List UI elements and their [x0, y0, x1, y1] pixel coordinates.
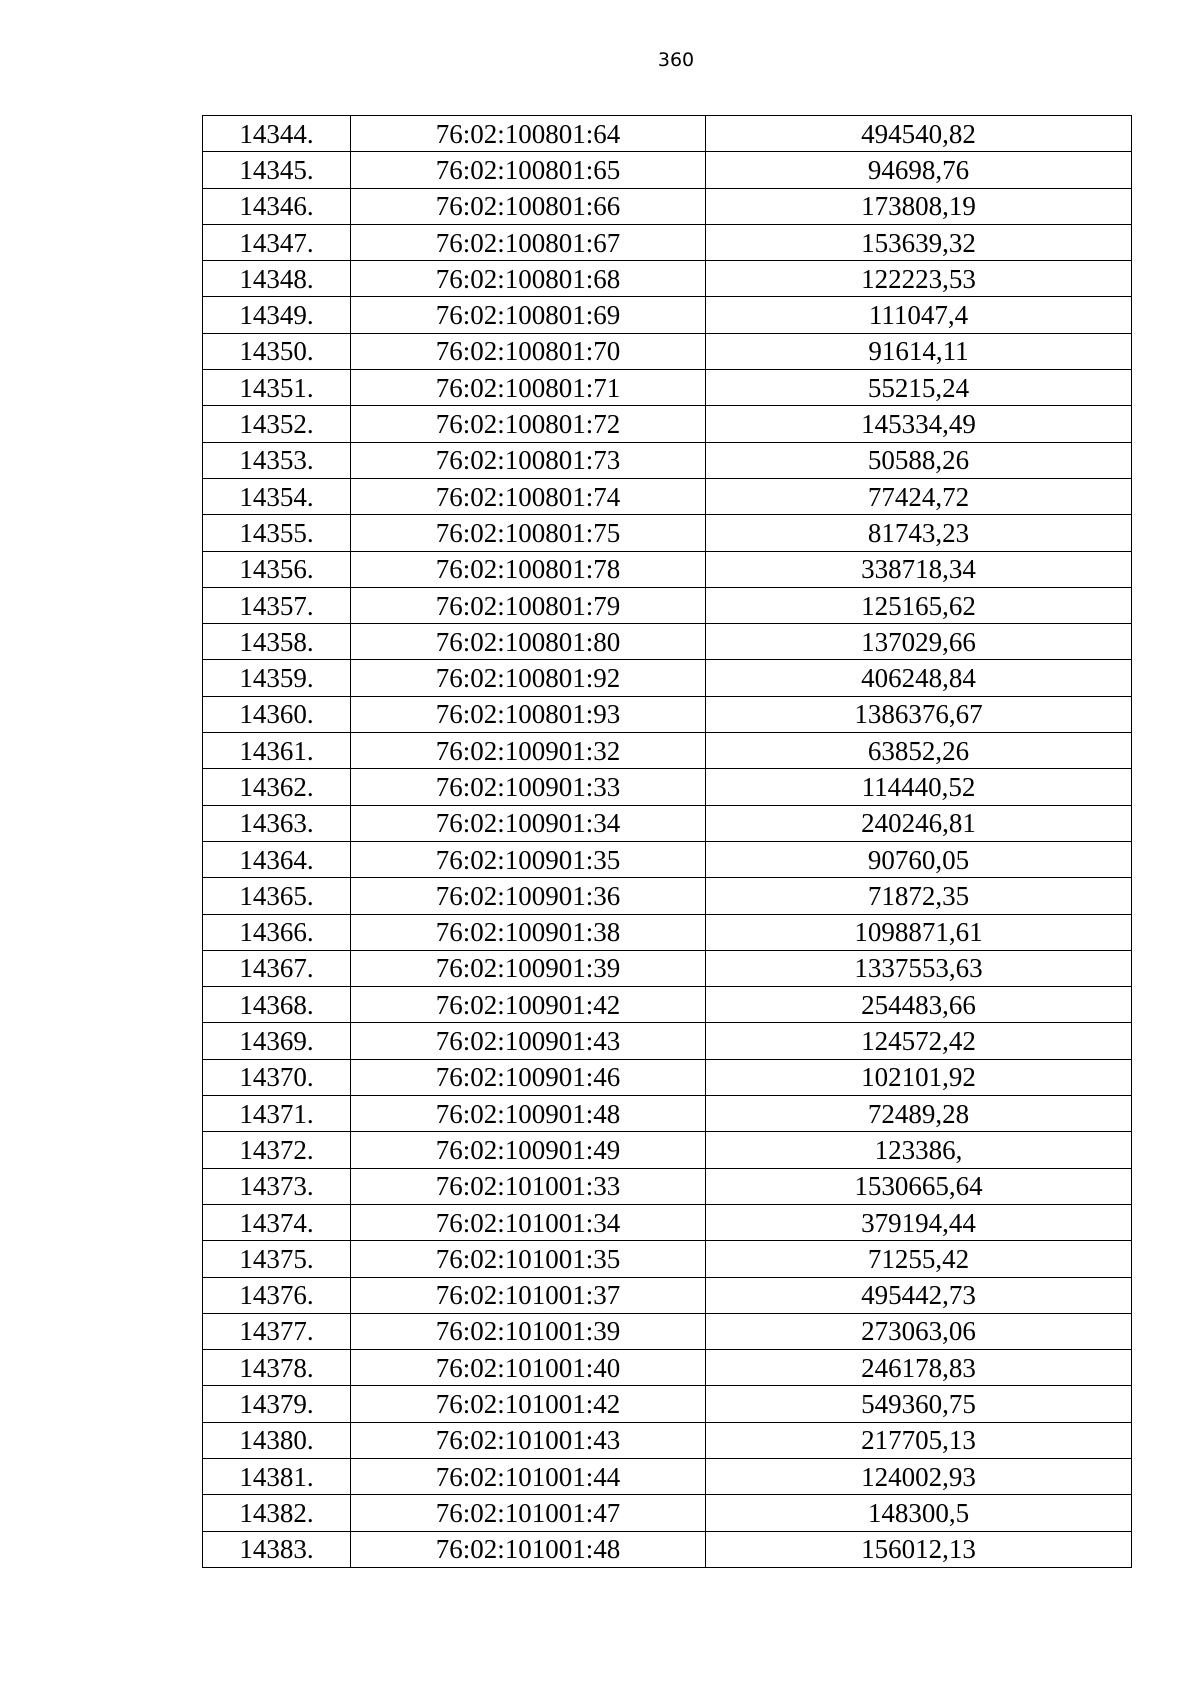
- row-number-cell: 14348.: [203, 261, 351, 297]
- cadastral-value-cell: 1530665,64: [706, 1168, 1132, 1204]
- table-row: [203, 1241, 1132, 1277]
- cadastral-value-cell: 148300,5: [706, 1495, 1132, 1531]
- cadastral-number-cell: 76:02:100901:39: [351, 950, 706, 986]
- table-row: [203, 442, 1132, 478]
- row-number-cell: 14376.: [203, 1277, 351, 1313]
- table-row: [203, 624, 1132, 660]
- row-number-cell: 14367.: [203, 950, 351, 986]
- row-number-cell: 14354.: [203, 478, 351, 514]
- cadastral-value-cell: 153639,32: [706, 224, 1132, 260]
- cadastral-value-cell: 55215,24: [706, 370, 1132, 406]
- cadastral-value-cell: 50588,26: [706, 442, 1132, 478]
- table-row: [203, 1168, 1132, 1204]
- cadastral-number-cell: 76:02:100901:42: [351, 987, 706, 1023]
- row-number-cell: 14383.: [203, 1531, 351, 1567]
- cadastral-value-cell: 1386376,67: [706, 696, 1132, 732]
- row-number-cell: 14356.: [203, 551, 351, 587]
- cadastral-value-cell: 77424,72: [706, 478, 1132, 514]
- cadastral-number-cell: 76:02:100801:73: [351, 442, 706, 478]
- row-number-cell: 14346.: [203, 188, 351, 224]
- cadastral-number-cell: 76:02:100901:35: [351, 841, 706, 877]
- cadastral-value-cell: 338718,34: [706, 551, 1132, 587]
- table-row: [203, 950, 1132, 986]
- table-row: [203, 1059, 1132, 1095]
- cadastral-value-cell: 72489,28: [706, 1096, 1132, 1132]
- row-number-cell: 14368.: [203, 987, 351, 1023]
- row-number-cell: 14345.: [203, 152, 351, 188]
- cadastral-number-cell: 76:02:101001:35: [351, 1241, 706, 1277]
- cadastral-value-cell: 90760,05: [706, 841, 1132, 877]
- cadastral-value-cell: 246178,83: [706, 1350, 1132, 1386]
- cadastral-number-cell: 76:02:101001:47: [351, 1495, 706, 1531]
- row-number-cell: 14377.: [203, 1313, 351, 1349]
- table-row: [203, 660, 1132, 696]
- cadastral-number-cell: 76:02:100801:69: [351, 297, 706, 333]
- cadastral-value-cell: 495442,73: [706, 1277, 1132, 1313]
- table-row: [203, 551, 1132, 587]
- row-number-cell: 14372.: [203, 1132, 351, 1168]
- row-number-cell: 14347.: [203, 224, 351, 260]
- table-row: [203, 297, 1132, 333]
- row-number-cell: 14373.: [203, 1168, 351, 1204]
- table-row: [203, 696, 1132, 732]
- row-number-cell: 14369.: [203, 1023, 351, 1059]
- row-number-cell: 14355.: [203, 515, 351, 551]
- cadastral-number-cell: 76:02:101001:43: [351, 1422, 706, 1458]
- cadastral-number-cell: 76:02:101001:34: [351, 1204, 706, 1240]
- row-number-cell: 14363.: [203, 805, 351, 841]
- row-number-cell: 14349.: [203, 297, 351, 333]
- cadastral-number-cell: 76:02:100801:67: [351, 224, 706, 260]
- cadastral-number-cell: 76:02:101001:39: [351, 1313, 706, 1349]
- cadastral-number-cell: 76:02:100901:33: [351, 769, 706, 805]
- cadastral-number-cell: 76:02:100901:48: [351, 1096, 706, 1132]
- cadastral-value-cell: 94698,76: [706, 152, 1132, 188]
- row-number-cell: 14358.: [203, 624, 351, 660]
- row-number-cell: 14370.: [203, 1059, 351, 1095]
- cadastral-value-cell: 91614,11: [706, 333, 1132, 369]
- table-row: [203, 116, 1132, 152]
- table-row: [203, 224, 1132, 260]
- cadastral-value-cell: 1337553,63: [706, 950, 1132, 986]
- table-row: [203, 1458, 1132, 1494]
- cadastral-number-cell: 76:02:100801:80: [351, 624, 706, 660]
- table-row: [203, 370, 1132, 406]
- row-number-cell: 14359.: [203, 660, 351, 696]
- cadastral-value-cell: 124002,93: [706, 1458, 1132, 1494]
- row-number-cell: 14366.: [203, 914, 351, 950]
- cadastral-value-cell: 549360,75: [706, 1386, 1132, 1422]
- cadastral-value-cell: 156012,13: [706, 1531, 1132, 1567]
- cadastral-number-cell: 76:02:100801:79: [351, 587, 706, 623]
- table-row: [203, 1350, 1132, 1386]
- row-number-cell: 14362.: [203, 769, 351, 805]
- cadastral-number-cell: 76:02:100801:92: [351, 660, 706, 696]
- cadastral-value-cell: 145334,49: [706, 406, 1132, 442]
- cadastral-value-cell: 122223,53: [706, 261, 1132, 297]
- table-row: [203, 878, 1132, 914]
- cadastral-value-cell: 273063,06: [706, 1313, 1132, 1349]
- cadastral-number-cell: 76:02:100901:32: [351, 733, 706, 769]
- row-number-cell: 14379.: [203, 1386, 351, 1422]
- cadastral-number-cell: 76:02:100901:34: [351, 805, 706, 841]
- cadastral-value-cell: 102101,92: [706, 1059, 1132, 1095]
- table-row: [203, 1277, 1132, 1313]
- table-row: [203, 1204, 1132, 1240]
- table-row: [203, 769, 1132, 805]
- cadastral-value-cell: 494540,82: [706, 116, 1132, 152]
- table-row: [203, 261, 1132, 297]
- cadastral-value-cell: 124572,42: [706, 1023, 1132, 1059]
- row-number-cell: 14375.: [203, 1241, 351, 1277]
- row-number-cell: 14361.: [203, 733, 351, 769]
- table-row: [203, 1422, 1132, 1458]
- row-number-cell: 14351.: [203, 370, 351, 406]
- cadastral-number-cell: 76:02:100801:75: [351, 515, 706, 551]
- table-row: [203, 152, 1132, 188]
- row-number-cell: 14344.: [203, 116, 351, 152]
- cadastral-value-cell: 137029,66: [706, 624, 1132, 660]
- row-number-cell: 14353.: [203, 442, 351, 478]
- cadastral-number-cell: 76:02:101001:42: [351, 1386, 706, 1422]
- table-row: [203, 1313, 1132, 1349]
- cadastral-value-cell: 240246,81: [706, 805, 1132, 841]
- cadastral-value-cell: 173808,19: [706, 188, 1132, 224]
- cadastral-value-cell: 114440,52: [706, 769, 1132, 805]
- cadastral-number-cell: 76:02:100901:36: [351, 878, 706, 914]
- cadastral-number-cell: 76:02:100901:43: [351, 1023, 706, 1059]
- table-row: [203, 1531, 1132, 1567]
- cadastral-value-cell: 81743,23: [706, 515, 1132, 551]
- cadastral-value-cell: 123386,: [706, 1132, 1132, 1168]
- cadastral-number-cell: 76:02:100901:38: [351, 914, 706, 950]
- cadastral-value-cell: 217705,13: [706, 1422, 1132, 1458]
- cadastral-number-cell: 76:02:101001:37: [351, 1277, 706, 1313]
- cadastral-value-cell: 254483,66: [706, 987, 1132, 1023]
- row-number-cell: 14382.: [203, 1495, 351, 1531]
- cadastral-number-cell: 76:02:101001:33: [351, 1168, 706, 1204]
- table-row: [203, 1023, 1132, 1059]
- cadastral-value-cell: 125165,62: [706, 587, 1132, 623]
- table-row: [203, 1096, 1132, 1132]
- row-number-cell: 14381.: [203, 1458, 351, 1494]
- table-row: [203, 841, 1132, 877]
- cadastral-number-cell: 76:02:100801:70: [351, 333, 706, 369]
- table-row: [203, 333, 1132, 369]
- cadastral-value-cell: 379194,44: [706, 1204, 1132, 1240]
- cadastral-number-cell: 76:02:100801:72: [351, 406, 706, 442]
- table-row: [203, 987, 1132, 1023]
- table-row: [203, 1386, 1132, 1422]
- cadastral-number-cell: 76:02:100801:74: [351, 478, 706, 514]
- row-number-cell: 14350.: [203, 333, 351, 369]
- page-number: 360: [657, 49, 695, 71]
- cadastral-number-cell: 76:02:100801:71: [351, 370, 706, 406]
- cadastral-value-cell: 111047,4: [706, 297, 1132, 333]
- cadastral-number-cell: 76:02:100801:78: [351, 551, 706, 587]
- cadastral-number-cell: 76:02:100801:66: [351, 188, 706, 224]
- cadastral-number-cell: 76:02:100801:68: [351, 261, 706, 297]
- cadastral-number-cell: 76:02:101001:40: [351, 1350, 706, 1386]
- table-row: [203, 805, 1132, 841]
- table-row: [203, 188, 1132, 224]
- cadastral-value-cell: 71872,35: [706, 878, 1132, 914]
- cadastral-value-cell: 63852,26: [706, 733, 1132, 769]
- row-number-cell: 14357.: [203, 587, 351, 623]
- cadastral-number-cell: 76:02:101001:48: [351, 1531, 706, 1567]
- cadastral-number-cell: 76:02:100801:64: [351, 116, 706, 152]
- row-number-cell: 14360.: [203, 696, 351, 732]
- cadastral-value-table: [202, 115, 1132, 1568]
- cadastral-number-cell: 76:02:100901:46: [351, 1059, 706, 1095]
- table-row: [203, 1132, 1132, 1168]
- table-row: [203, 914, 1132, 950]
- cadastral-value-cell: 406248,84: [706, 660, 1132, 696]
- row-number-cell: 14378.: [203, 1350, 351, 1386]
- cadastral-number-cell: 76:02:100901:49: [351, 1132, 706, 1168]
- row-number-cell: 14374.: [203, 1204, 351, 1240]
- row-number-cell: 14352.: [203, 406, 351, 442]
- cadastral-value-cell: 71255,42: [706, 1241, 1132, 1277]
- row-number-cell: 14380.: [203, 1422, 351, 1458]
- table-row: [203, 406, 1132, 442]
- cadastral-number-cell: 76:02:100801:65: [351, 152, 706, 188]
- cadastral-number-cell: 76:02:101001:44: [351, 1458, 706, 1494]
- row-number-cell: 14371.: [203, 1096, 351, 1132]
- table-row: [203, 587, 1132, 623]
- table-row: [203, 515, 1132, 551]
- cadastral-value-cell: 1098871,61: [706, 914, 1132, 950]
- table-row: [203, 1495, 1132, 1531]
- cadastral-number-cell: 76:02:100801:93: [351, 696, 706, 732]
- row-number-cell: 14364.: [203, 841, 351, 877]
- row-number-cell: 14365.: [203, 878, 351, 914]
- table-row: [203, 478, 1132, 514]
- table-body: [203, 116, 1132, 1568]
- table-row: [203, 733, 1132, 769]
